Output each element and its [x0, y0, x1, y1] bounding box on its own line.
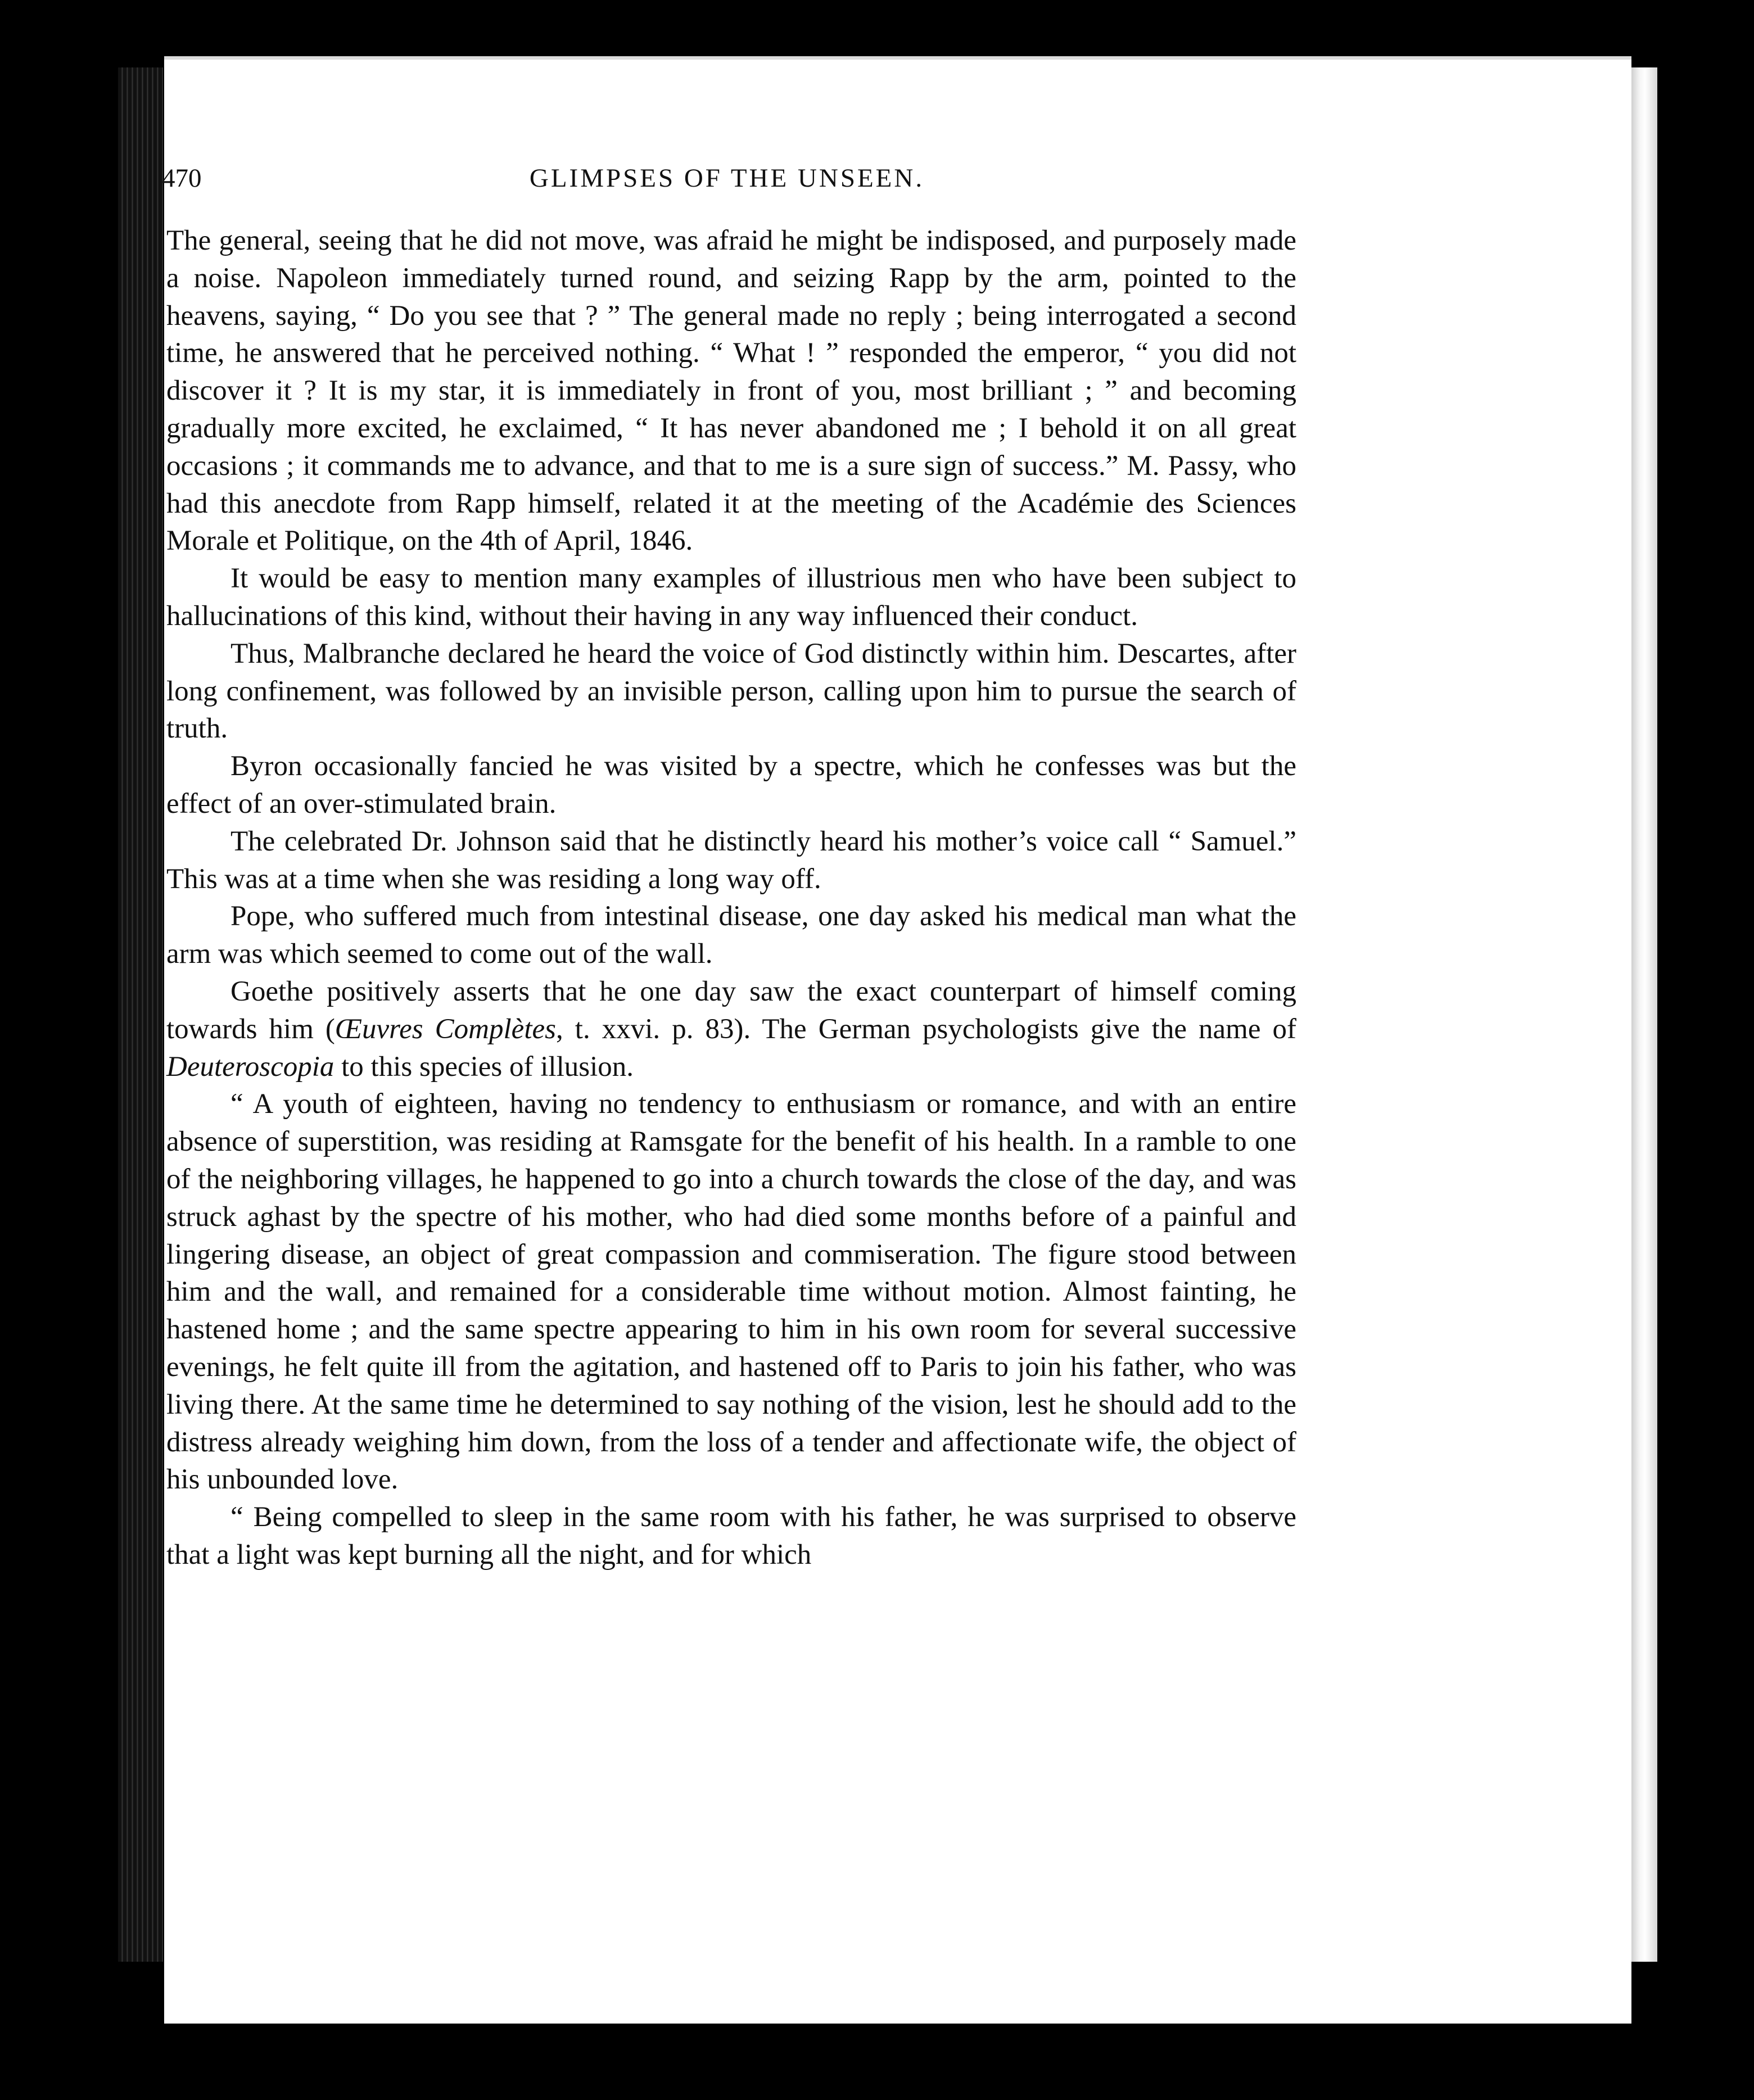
paragraph-byron: Byron occasionally fancied he was visited by a spectre, which he confesses was but the effect of an over-stimulated brain. [166, 750, 1296, 820]
paragraph-malbranche: Thus, Malbranche declared he heard the voice of God distinctly within him. Descartes, after long confinement, was followed by an invisible person, calling upon him to pursue the search of truth. [166, 637, 1296, 745]
book-edge [118, 67, 163, 1962]
paragraph-youth-ramsgate: “ A youth of eighteen, having no tendency to enthusiasm or romance, and with an entire absence of superstition, was residing at Ramsgate for the benefit of his health. In a ramble to one of the neighboring villages, he happened to go into a church towards the close of the day, and was struck aghast by the spectre of his mother, who had died some months before of a painful and lingering disease, an object of great compassion and commiseration. The figure stood between him and the wall, and remained for a considerable time without motion. Almost fainting, he hastened home ; and the same spectre appearing to him in his own room for several successive evenings, he felt quite ill from the agitation, and hastened off to Paris to join his father, who was living there. At the same time he determined to say nothing of the vision, lest he should add to the distress already weighing him down, from the loss of a tender and affectionate wife, the object of his unbounded love. [166, 1088, 1296, 1496]
body-text [166, 222, 1296, 1574]
goethe-text-e: to this species of illusion. [334, 1051, 634, 1083]
running-title: GLIMPSES OF THE UNSEEN. [529, 164, 925, 193]
paragraph-johnson: The celebrated Dr. Johnson said that he distinctly heard his mother’s voice call “ Samuel.” This was at a time when she was residing a long way off. [166, 825, 1296, 895]
paragraph-pope: Pope, who suffered much from intestinal disease, one day asked his medical man what the arm was which seemed to come out of the wall. [166, 900, 1296, 970]
paragraph-sleep-father: “ Being compelled to sleep in the same room with his father, he was surprised to observe that a light was kept burning all the night, and for which [166, 1501, 1296, 1571]
paragraph-napoleon: The general, seeing that he did not move, was afraid he might be indisposed, and purposely made a noise. Napoleon immediately turned round, and seizing Rapp by the arm, pointed to the heavens, saying, “ Do you see that ? ” The general made no reply ; being interrogated a second time, he answered that he perceived nothing. “ What ! ” responded the emperor, “ you did not discover it ? It is my star, it is immediately in front of you, most brilliant ; ” and becoming gradually more excited, he exclaimed, “ It has never abandoned me ; I behold it on all great occasions ; it commands me to advance, and that to me is a sure sign of success.” M. Passy, who had this anecdote from Rapp himself, related it at the meeting of the Académie des Sciences Morale et Politique, on the 4th of April, 1846. [166, 225, 1296, 557]
paragraph-goethe [166, 973, 1296, 1085]
goethe-text-a: Goethe positively asserts that he one day saw the exact counterpart of himself coming towards him ( [166, 975, 1296, 1045]
paragraph-illustrious-men: It would be easy to mention many examples of illustrious men who have been subject to hallucinations of this kind, without their having in any way influenced their conduct. [166, 563, 1296, 632]
deuteroscopia-term: Deuteroscopia [166, 1051, 334, 1083]
page-number: 470 [162, 164, 202, 193]
goethe-text-c: , t. xxvi. p. 83). The German psychologists give the name of [555, 1013, 1296, 1045]
page-edge-strip [1631, 67, 1657, 1962]
page-header [162, 163, 1292, 208]
goethe-work-title: Œuvres Complètes [334, 1013, 556, 1045]
